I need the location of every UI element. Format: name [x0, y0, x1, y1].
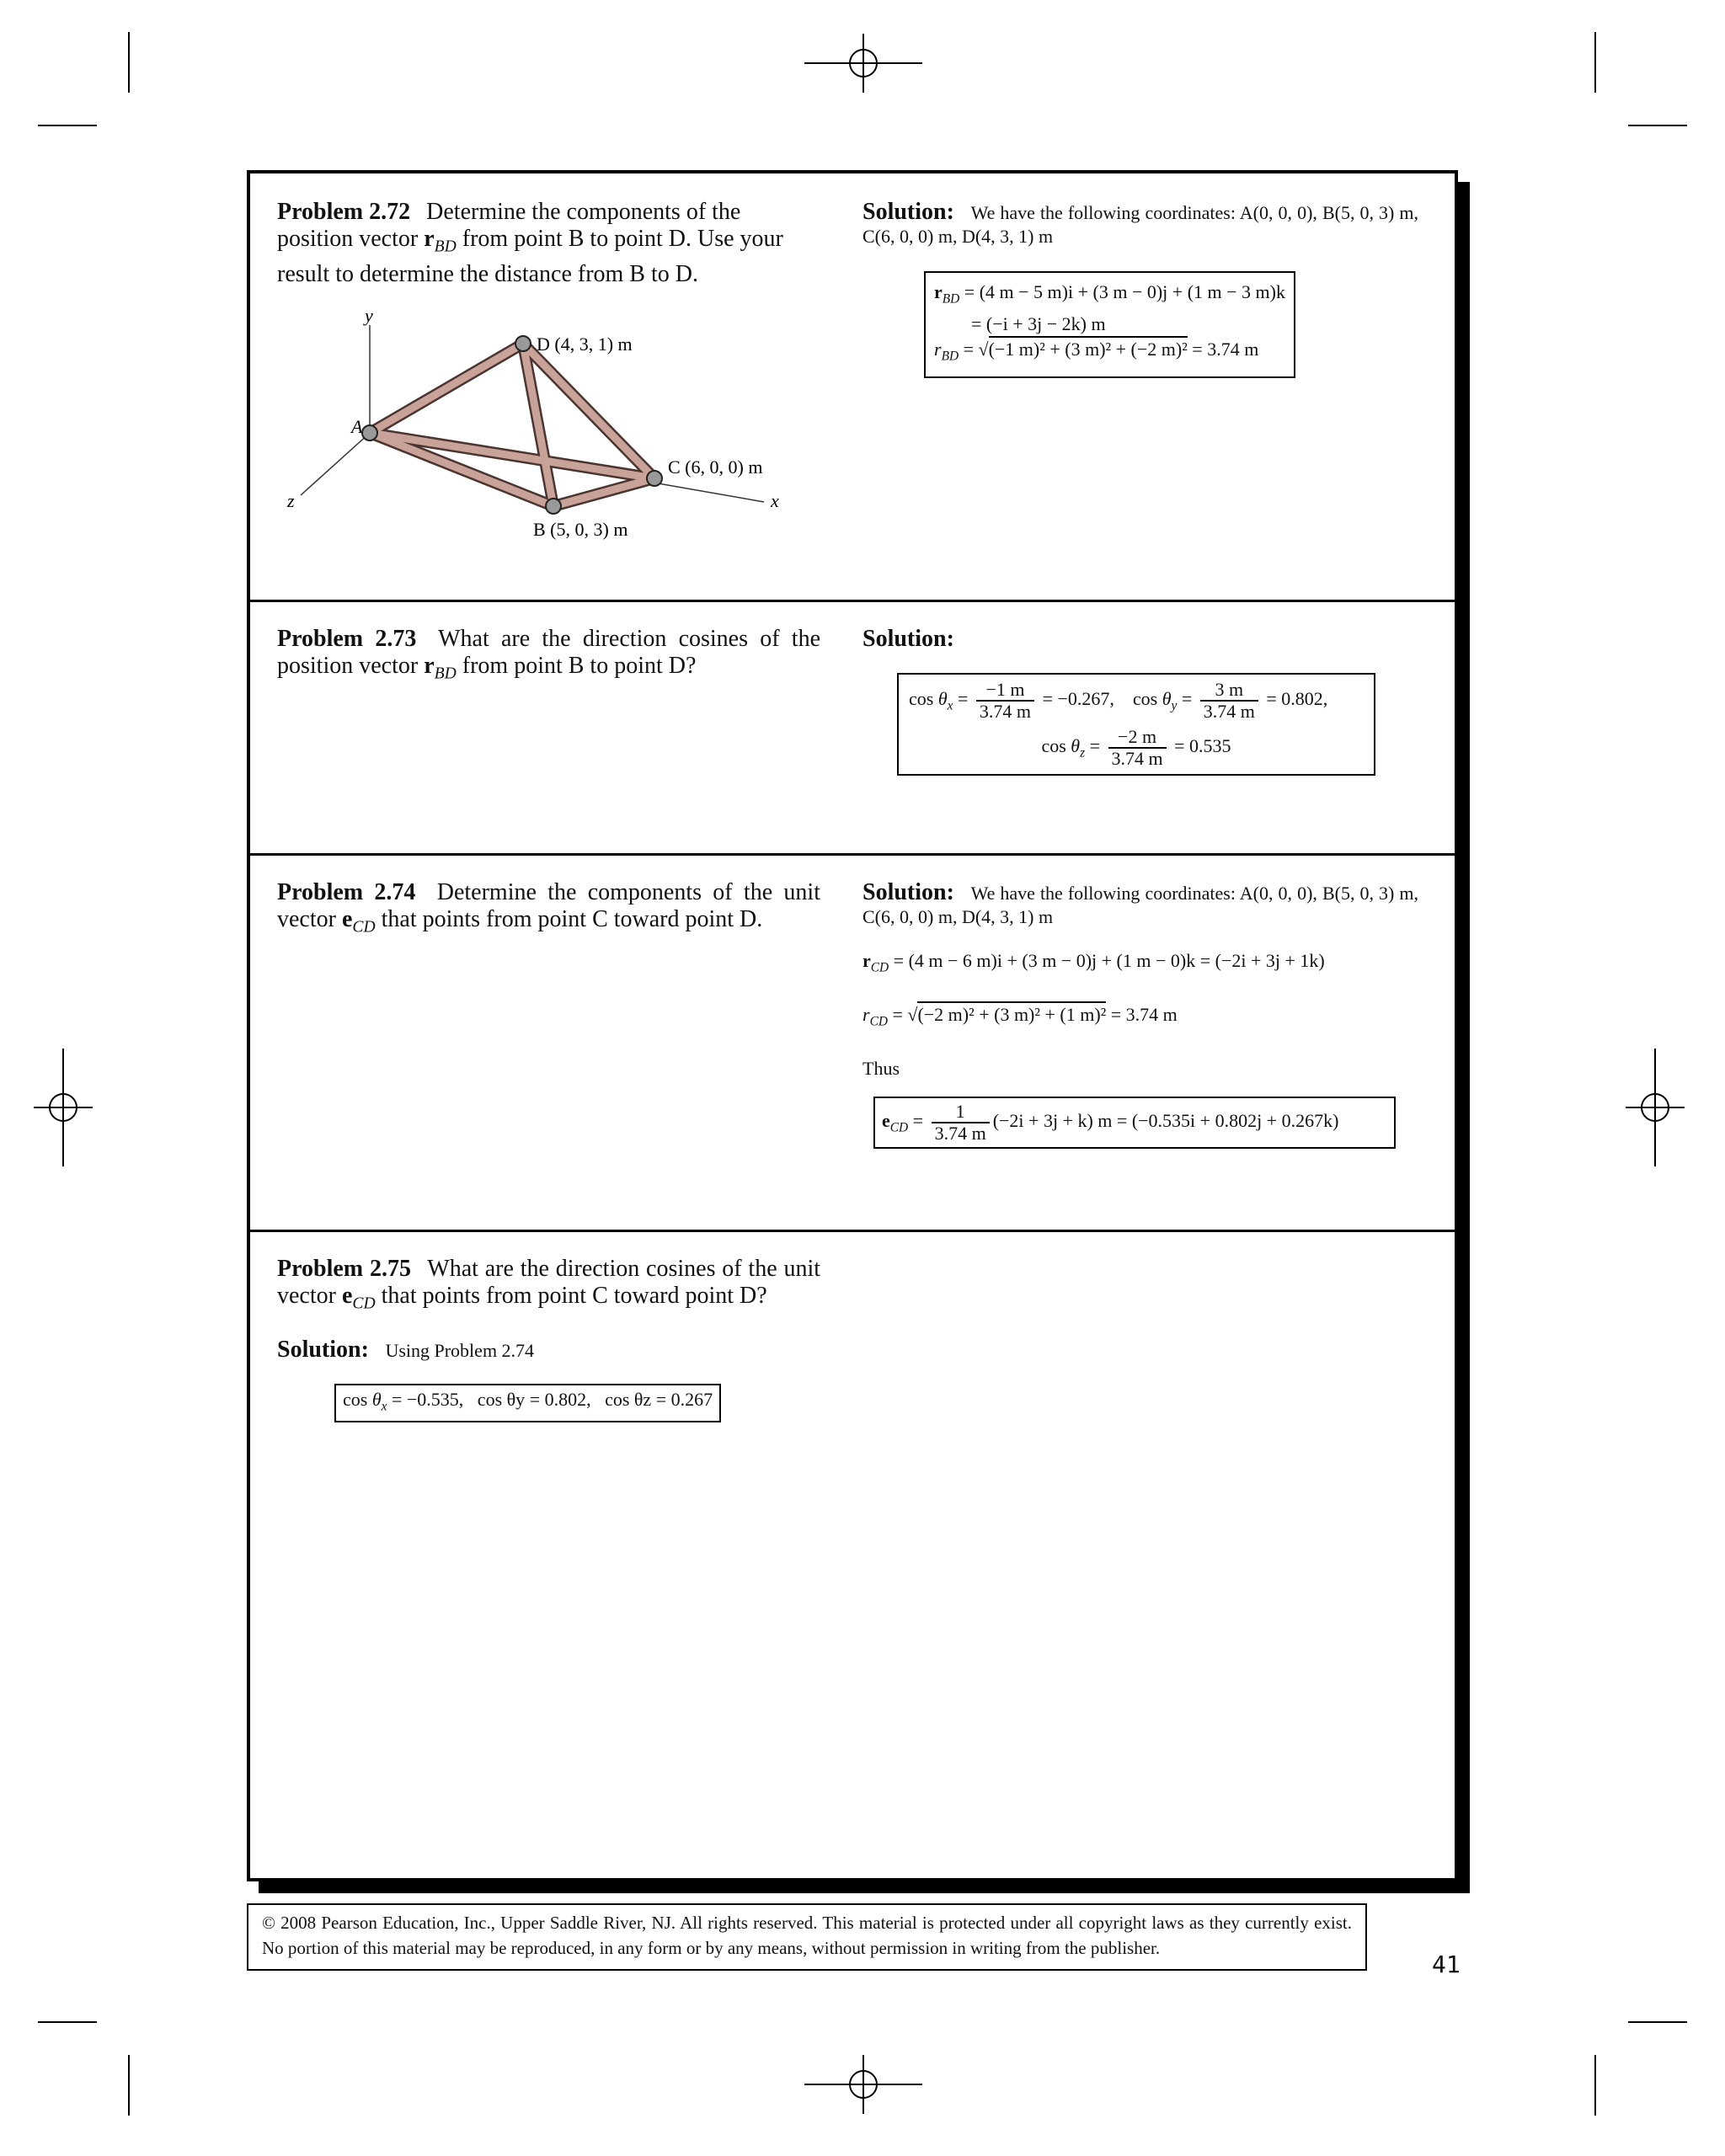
- statement-text: from point B to point D. Use your result to determine the distance from B to D.: [277, 226, 783, 287]
- point-d-label: D (4, 3, 1) m: [537, 334, 633, 355]
- copyright-icon: ©: [262, 1913, 275, 1933]
- crop-mark: [1628, 2021, 1687, 2023]
- thus-text: Thus: [862, 1058, 900, 1079]
- answer-box: $r_{BD} = (4$ m − 5 m)i + (3 m − 0)j + (1 m − 3 m)k = (−i + 3j − 2k) m $r_{BD} = √(-1$ m)² + (3 m)² + (−2 m)² = 3.74 m: [924, 271, 1295, 378]
- solution-intro: We have the following coordinates: A(0, 0, 0), B(5, 0, 3) m, C(6, 0, 0) m, D(4, 3, 1) m: [862, 202, 1418, 247]
- point-a-label: A: [351, 416, 363, 437]
- fraction-denominator: 3.74 m: [1111, 748, 1163, 769]
- axis-z-label: z: [287, 490, 295, 511]
- equation-line: = (−i + 3j − 2k) m: [971, 313, 1106, 335]
- statement-text: What are the direction cosines of the unit vector: [277, 1256, 820, 1309]
- solution-intro: Using Problem 2.74: [385, 1340, 535, 1361]
- answer-box: $\cos \theta_x = -0.535$, cos θy = 0.802, cos θz = 0.267: [334, 1384, 721, 1422]
- solution: [277, 1337, 820, 1364]
- statement-text: from point B to point D?: [462, 653, 697, 679]
- point-b-label: B (5, 0, 3) m: [533, 519, 628, 540]
- answer-box: $e_{CD}$ = $\frac{1}{3.74 m}$ (−2i + 3j + k) m = (−0.535i + 0.802j + 0.267k): [873, 1097, 1396, 1149]
- equation-text: = 3.74 m: [1110, 1004, 1178, 1025]
- problem-title: Problem 2.74: [277, 879, 416, 905]
- statement-text: Determine the components of the position vector: [277, 199, 741, 252]
- result: = 0.535: [1174, 735, 1231, 757]
- crop-mark: [128, 32, 130, 93]
- problem-title: Problem 2.75: [277, 1256, 411, 1282]
- solution-label: Solution:: [862, 199, 954, 225]
- registration-mark: [804, 34, 922, 93]
- problem-statement: Problem 2.75 What are the direction cosines of the unit vector $e_{CD}$ that points from point C toward point D?: [277, 1256, 820, 1313]
- solution-label: Solution:: [862, 626, 954, 652]
- problem-2-72: [250, 173, 1455, 601]
- crop-mark: [38, 125, 97, 126]
- problem-title: Problem 2.72: [277, 199, 411, 225]
- statement-text: that points from point C toward point D.: [381, 906, 763, 932]
- result: = 0.802,: [1266, 688, 1328, 710]
- problem-statement: Problem 2.74 Determine the components of the unit vector $e_{CD}$ that points from point C toward point D.: [277, 879, 820, 937]
- crop-mark: [1628, 125, 1687, 126]
- statement-text: What are the direction cosines of the position vector: [277, 626, 821, 679]
- equation-line: (−1 m)² + (3 m)² + (−2 m)²: [989, 336, 1188, 360]
- problem-statement: Problem 2.73 What are the direction cosines of the position vector $r_{BD}$ from point B to point D?: [277, 626, 821, 683]
- axis-x-label: x: [771, 490, 779, 511]
- truss-figure: [267, 300, 823, 586]
- fraction-denominator: 3.74 m: [1203, 701, 1255, 722]
- equation-text: = −0.535, cos θy = 0.802, cos θz = 0.267: [391, 1389, 713, 1410]
- crop-mark: [38, 2021, 97, 2023]
- solution: [862, 881, 1418, 929]
- result: = −0.267,: [1042, 688, 1114, 710]
- page-frame: [247, 170, 1458, 1881]
- problem-statement: Problem 2.72 Determine the components of the position vector $r_{BD}$ from point B to point D. Use your result to determine the distance from B to D.: [277, 199, 783, 287]
- solution: [862, 200, 1418, 248]
- registration-mark: [804, 2055, 922, 2114]
- fraction-numerator: −2 m: [1108, 727, 1167, 749]
- copyright-notice: [247, 1903, 1367, 1971]
- equation-r-cd-magnitude: $r_{CD} = √(-2$ m)² + (3 m)² + (1 m)² = 3.74 m: [862, 1004, 1178, 1029]
- copyright-text: 2008 Pearson Education, Inc., Upper Saddle River, NJ. All rights reserved. This material is protected under all copyright laws as they currently exist. No portion of this material may be reproduced, in any form or by any means, without permission in writing from the publisher.: [262, 1913, 1352, 1958]
- equation-text: (−2i + 3j + k) m = (−0.535i + 0.802j + 0.267k): [992, 1110, 1339, 1132]
- equation-r-cd: $r_{CD} = (4$ m − 6 m)i + (3 m − 0)j + (1 m − 0)k = (−2i + 3j + 1k): [862, 950, 1325, 975]
- crop-mark: [1594, 32, 1596, 93]
- equation-line: = (4 m − 5 m)i + (3 m − 0)j + (1 m − 3 m)k: [964, 281, 1285, 302]
- fraction-numerator: −1 m: [976, 680, 1034, 702]
- equation-line: = 3.74 m: [1192, 339, 1259, 360]
- registration-mark: [34, 1049, 93, 1166]
- problem-2-73: [250, 602, 1455, 855]
- equation-text: = (4 m − 6 m)i + (3 m − 0)j + (1 m − 0)k = (−2i + 3j + 1k): [893, 950, 1325, 971]
- solution-label: Solution:: [277, 1337, 369, 1363]
- fraction-numerator: 1: [932, 1102, 990, 1123]
- solution-label: Solution:: [862, 879, 954, 905]
- point-c-label: C (6, 0, 0) m: [668, 456, 763, 478]
- solution: [862, 627, 1418, 652]
- fraction-denominator: 3.74 m: [979, 701, 1032, 722]
- problem-2-75: [250, 1232, 1455, 1872]
- registration-mark: [1626, 1049, 1685, 1166]
- page-number: 41: [1432, 1951, 1461, 1978]
- problem-2-74: [250, 856, 1455, 1231]
- answer-box: $\cos \theta_x$ = $\frac{-1 m}{3.74 m}$ = −0.267, $\cos \theta_y$ = $\frac{3 m}{3.74 m}$ = 0.802, $\cos \theta_z$ = $\frac{-2 m}{3.74 m}$ = 0.535: [897, 673, 1375, 776]
- statement-text: Determine the components of the unit vector: [277, 879, 820, 932]
- problem-title: Problem 2.73: [277, 626, 417, 652]
- fraction-numerator: 3 m: [1200, 680, 1258, 702]
- fraction-denominator: 3.74 m: [934, 1123, 986, 1144]
- crop-mark: [1594, 2055, 1596, 2116]
- solution-intro: We have the following coordinates: A(0, 0, 0), B(5, 0, 3) m, C(6, 0, 0) m, D(4, 3, 1) m: [862, 883, 1418, 927]
- statement-text: that points from point C toward point D?: [381, 1283, 767, 1309]
- crop-mark: [128, 2055, 130, 2116]
- axis-y-label: y: [365, 305, 373, 326]
- equation-text: (−2 m)² + (3 m)² + (1 m)²: [917, 1001, 1106, 1025]
